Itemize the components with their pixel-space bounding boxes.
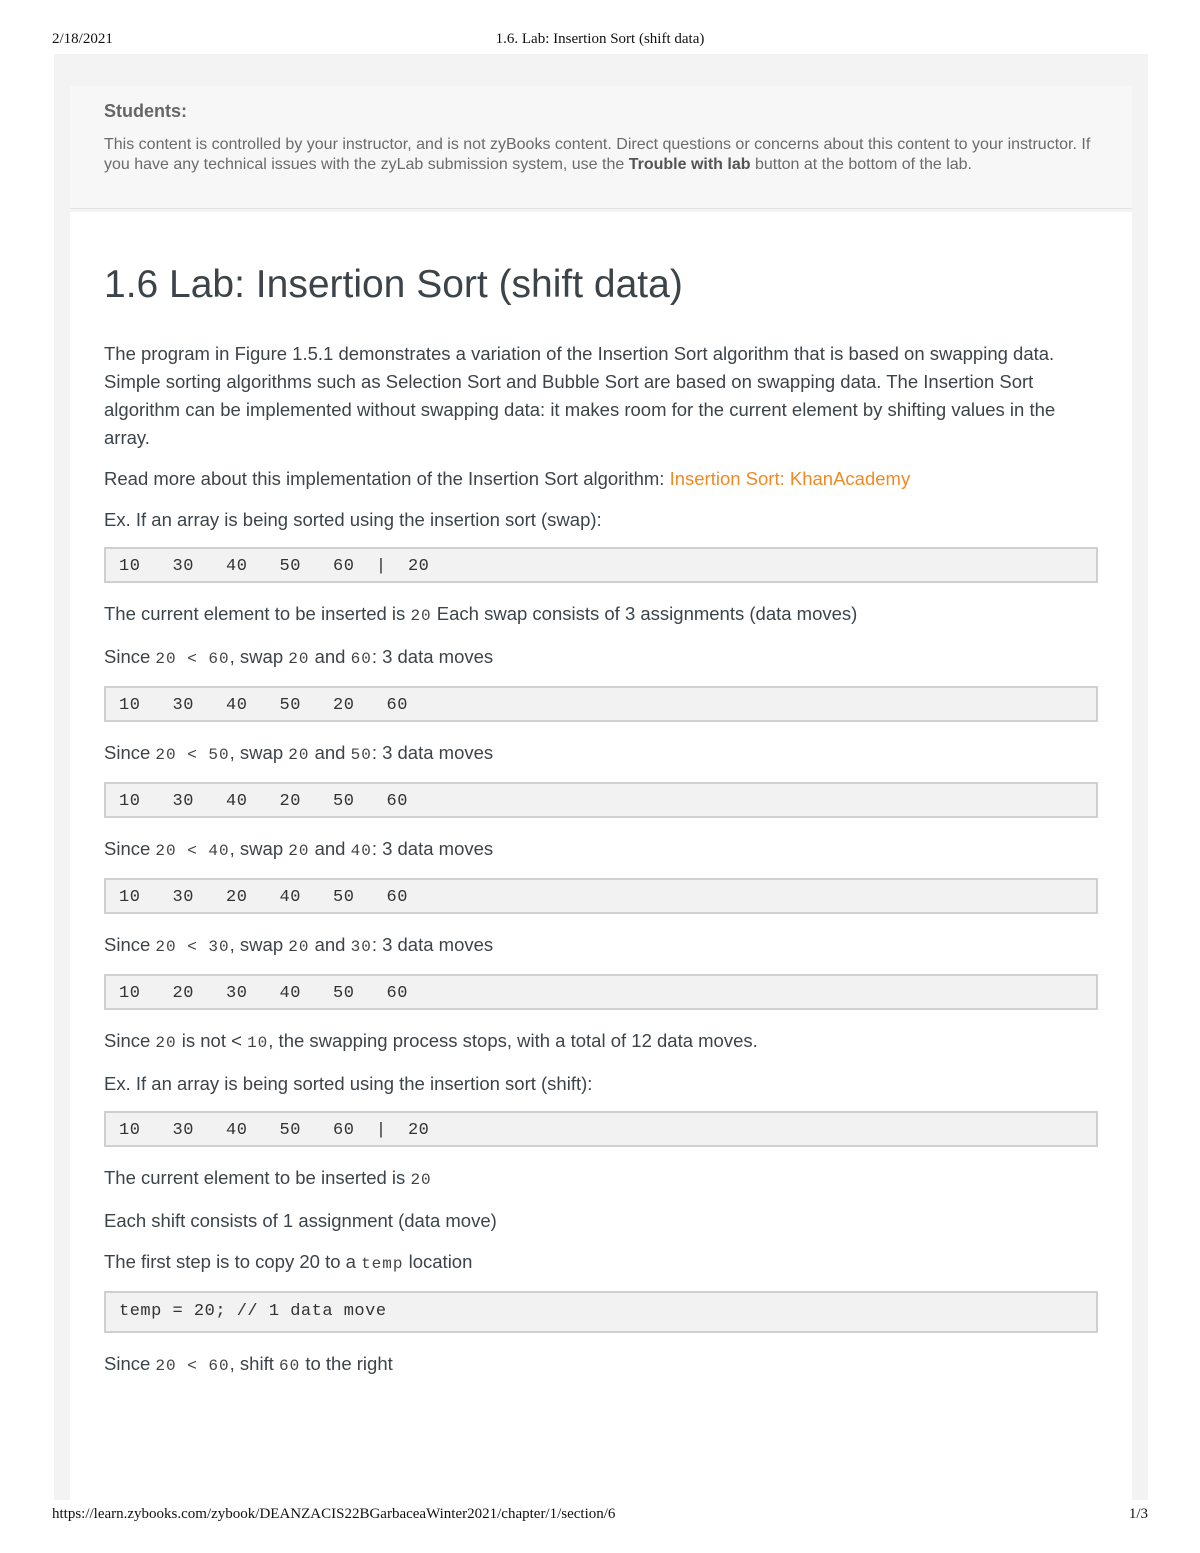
swap-step-text: Since 20 < 40, swap 20 and 40: 3 data moves [104,838,494,860]
khan-academy-link[interactable]: Insertion Sort: KhanAcademy [669,468,911,489]
intro-paragraph: The program in Figure 1.5.1 demonstrates a variation of the Insertion Sort algorithm that is based on swapping data. Simple sorting algorithms such as Selection Sort and Bubble Sort are based on swapping data. The Insertion Sort algorithm can be implemented without swapping data: it makes room for the current element by shifting values in the array. [104,343,1056,448]
shift-step-text: Since 20 < 60, shift 60 to the right [104,1353,393,1375]
copy-temp-text: The first step is to copy 20 to a temp location [104,1251,473,1273]
code-block: 10 30 40 50 20 60 [104,686,1098,722]
print-url: https://learn.zybooks.com/zybook/DEANZACIS22BGarbaceaWinter2021/chapter/1/section/6 [52,1506,616,1522]
lab-content [104,262,1098,1393]
read-more: Read more about this implementation of the Insertion Sort algorithm: Insertion Sort: KhanAcademy [104,468,911,489]
swap-example-intro: Ex. If an array is being sorted using the insertion sort (swap): [104,509,602,530]
print-title: 1.6. Lab: Insertion Sort (shift data) [495,31,705,47]
code-block: 10 30 40 20 50 60 [104,782,1098,818]
code-block: 10 30 40 50 60 | 20 [104,1111,1098,1147]
notice-title: Students: [104,101,187,121]
trouble-with-lab-text: Trouble with lab [628,156,751,173]
swap-step-text: Since 20 < 60, swap 20 and 60: 3 data moves [104,646,494,668]
code-block: 10 30 40 50 60 | 20 [104,547,1098,583]
code-block: temp = 20; // 1 data move [104,1291,1098,1333]
shift-note: Each shift consists of 1 assignment (data move) [104,1210,497,1231]
shift-current-element: The current element to be inserted is 20 [104,1167,432,1189]
code-block: 10 20 30 40 50 60 [104,974,1098,1010]
print-date: 2/18/2021 [52,31,113,47]
page-number: 1/3 [1128,1506,1148,1522]
swap-step-text: Since 20 < 30, swap 20 and 30: 3 data moves [104,934,494,956]
notice-body: This content is controlled by your instructor, and is not zyBooks content. Direct questions or concerns about this content to your instructor. If you have any technical issues with the zyLab submission system, use the Trouble with lab button at the bottom of the lab. [104,136,1091,173]
code-block: 10 30 20 40 50 60 [104,878,1098,914]
page-title: 1.6 Lab: Insertion Sort (shift data) [104,263,683,306]
swap-step-text: Since 20 < 50, swap 20 and 50: 3 data moves [104,742,494,764]
swap-current-element: The current element to be inserted is 20 Each swap consists of 3 assignments (data moves) [104,603,858,625]
shift-example-intro: Ex. If an array is being sorted using the insertion sort (shift): [104,1073,593,1094]
instructor-notice [70,86,1132,209]
swap-stop-text: Since 20 is not < 10, the swapping process stops, with a total of 12 data moves. [104,1030,758,1052]
